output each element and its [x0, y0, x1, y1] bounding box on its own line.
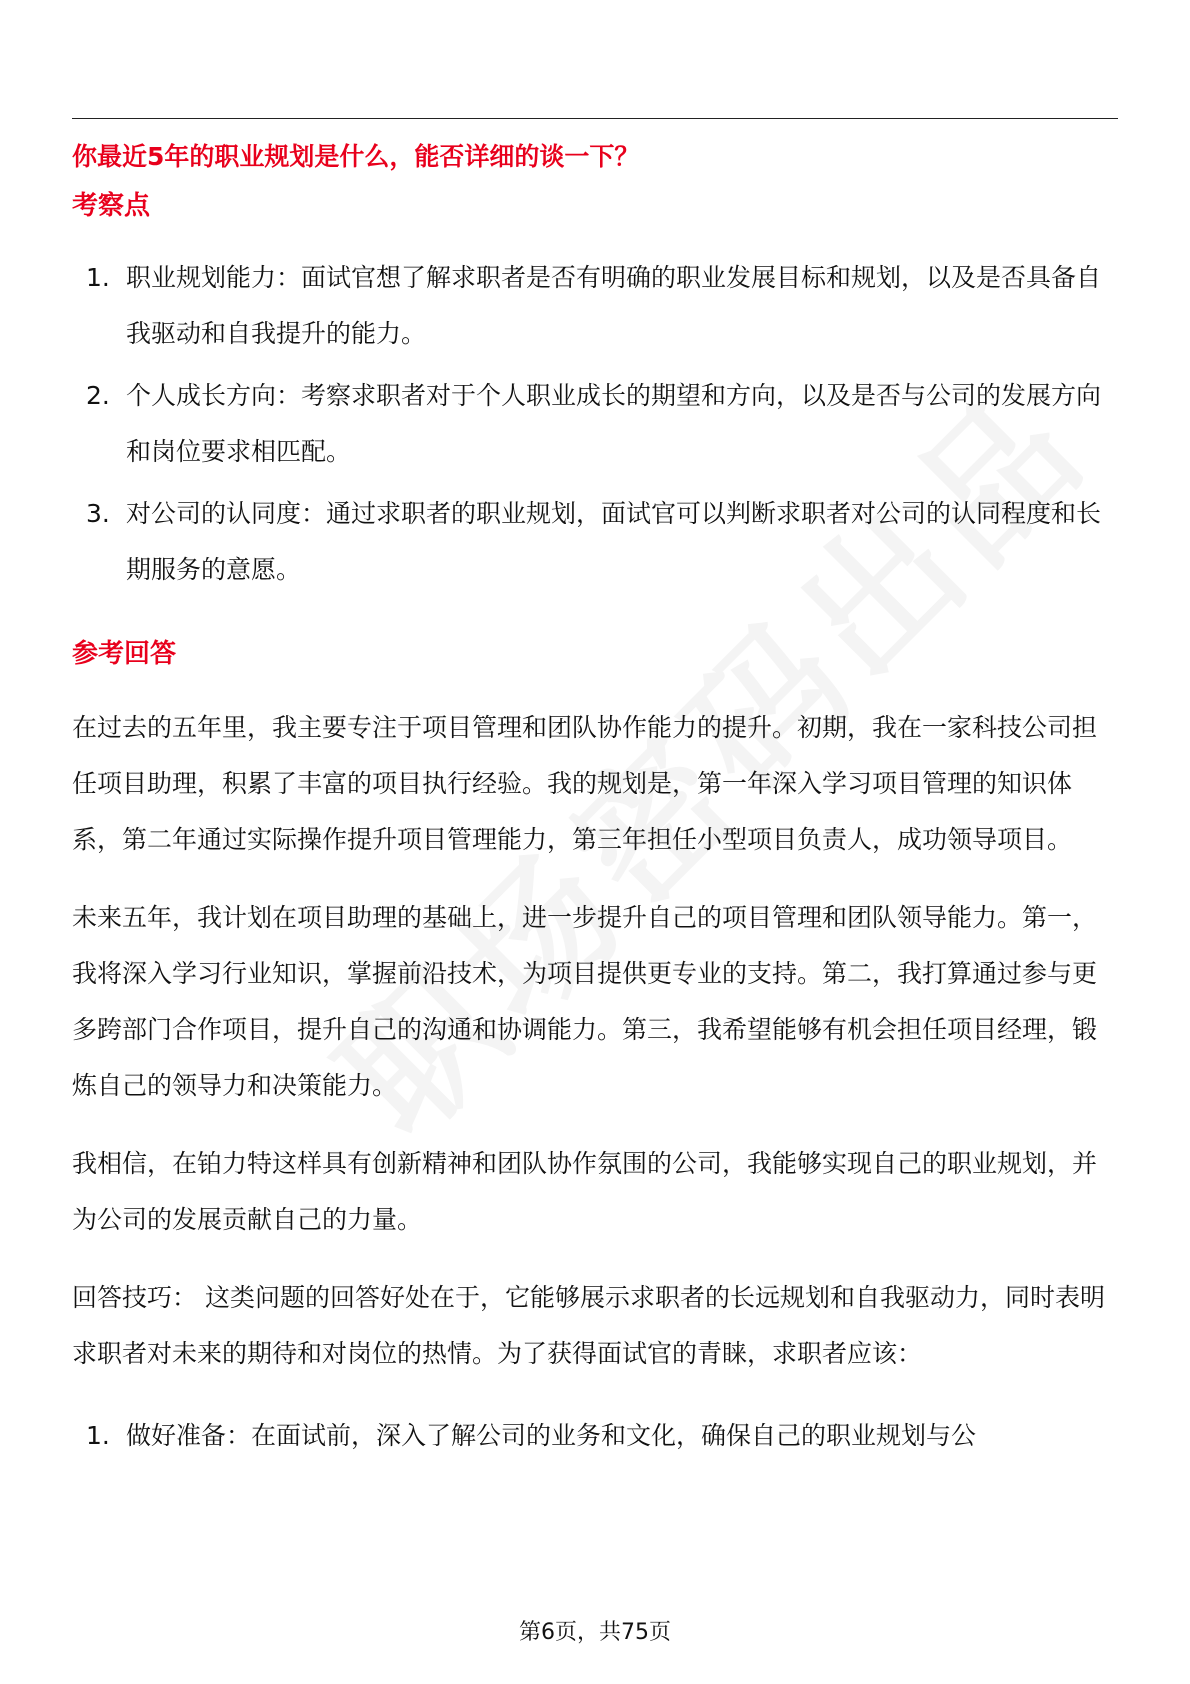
list-number: 1. [86, 1421, 110, 1450]
list-text: 对公司的认同度：通过求职者的职业规划，面试官可以判断求职者对公司的认同程度和长期服务的意愿。 [126, 499, 1102, 584]
list-item [72, 1408, 1118, 1464]
list-item [72, 486, 1118, 598]
tips-list [72, 1408, 1118, 1464]
list-number: 1. [86, 263, 110, 292]
tips-paragraph: 回答技巧： 这类问题的回答好处在于，它能够展示求职者的长远规划和自我驱动力，同时表明求职者对未来的期待和对岗位的热情。为了获得面试官的青睐，求职者应该： [72, 1283, 1105, 1368]
assessment-list [72, 250, 1118, 598]
question-heading: 你最近5年的职业规划是什么，能否详细的谈一下？ [72, 142, 640, 171]
page-number: 第6页，共75页 [519, 1620, 671, 1645]
list-number: 3. [86, 499, 110, 528]
list-text: 个人成长方向：考察求职者对于个人职业成长的期望和方向，以及是否与公司的发展方向和岗位要求相匹配。 [126, 381, 1102, 466]
header-rule [72, 118, 1118, 119]
list-item [72, 368, 1118, 480]
assessment-title: 考察点 [72, 191, 151, 221]
list-item [72, 250, 1118, 362]
answer-paragraph: 在过去的五年里，我主要专注于项目管理和团队协作能力的提升。初期，我在一家科技公司担任项目助理，积累了丰富的项目执行经验。我的规划是，第一年深入学习项目管理的知识体系，第二年通过实际操作提升项目管理能力，第三年担任小型项目负责人，成功领导项目。 [72, 713, 1098, 854]
list-text: 做好准备：在面试前，深入了解公司的业务和文化，确保自己的职业规划与公 [126, 1421, 977, 1450]
answer-paragraph: 我相信，在铂力特这样具有创新精神和团队协作氛围的公司，我能够实现自己的职业规划，并为公司的发展贡献自己的力量。 [72, 1149, 1098, 1234]
answer-paragraph: 未来五年，我计划在项目助理的基础上，进一步提升自己的项目管理和团队领导能力。第一，我将深入学习行业知识，掌握前沿技术，为项目提供更专业的支持。第二，我打算通过参与更多跨部门合作项目，提升自己的沟通和协调能力。第三，我希望能够有机会担任项目经理，锻炼自己的领导力和决策能力。 [72, 903, 1098, 1100]
list-text: 职业规划能力：面试官想了解求职者是否有明确的职业发展目标和规划，以及是否具备自我驱动和自我提升的能力。 [126, 263, 1102, 348]
page-content [72, 130, 1118, 1464]
list-number: 2. [86, 381, 110, 410]
answer-title: 参考回答 [72, 639, 177, 669]
